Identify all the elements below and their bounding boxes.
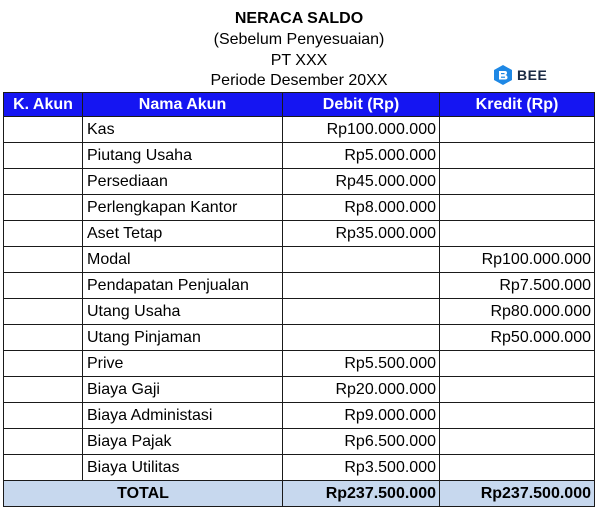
table-row [4, 247, 595, 273]
account-code-cell [4, 351, 83, 377]
debit-cell: Rp20.000.000 [283, 377, 440, 403]
account-name-cell: Pendapatan Penjualan [83, 273, 283, 299]
table-row [4, 455, 595, 481]
table-row [4, 429, 595, 455]
table-row [4, 351, 595, 377]
account-name-cell: Perlengkapan Kantor [83, 195, 283, 221]
table-row [4, 195, 595, 221]
credit-cell [440, 429, 595, 455]
debit-cell: Rp100.000.000 [283, 117, 440, 143]
bee-logo [494, 65, 547, 85]
debit-cell: Rp5.000.000 [283, 143, 440, 169]
credit-cell: Rp80.000.000 [440, 299, 595, 325]
credit-cell [440, 143, 595, 169]
total-label: TOTAL [4, 481, 283, 507]
credit-cell: Rp100.000.000 [440, 247, 595, 273]
table-row [4, 273, 595, 299]
table-header-row [4, 93, 595, 117]
logo-text: BEE [517, 67, 548, 83]
credit-cell: Rp7.500.000 [440, 273, 595, 299]
credit-cell [440, 117, 595, 143]
table-row [4, 299, 595, 325]
credit-cell [440, 169, 595, 195]
account-name-cell: Biaya Utilitas [83, 455, 283, 481]
debit-cell [283, 299, 440, 325]
debit-cell: Rp35.000.000 [283, 221, 440, 247]
account-code-cell [4, 221, 83, 247]
debit-cell: Rp5.500.000 [283, 351, 440, 377]
account-name-cell: Kas [83, 117, 283, 143]
account-name-cell: Utang Pinjaman [83, 325, 283, 351]
credit-cell [440, 221, 595, 247]
total-debit: Rp237.500.000 [283, 481, 440, 507]
account-name-cell: Utang Usaha [83, 299, 283, 325]
account-code-cell [4, 143, 83, 169]
account-code-cell [4, 429, 83, 455]
credit-cell [440, 455, 595, 481]
account-code-cell [4, 299, 83, 325]
account-code-cell [4, 169, 83, 195]
debit-cell [283, 325, 440, 351]
total-credit: Rp237.500.000 [440, 481, 595, 507]
trial-balance-table [3, 92, 595, 507]
table-row [4, 169, 595, 195]
report-period: Periode Desember 20XX [210, 72, 388, 89]
account-name-cell: Biaya Gaji [83, 377, 283, 403]
debit-cell [283, 273, 440, 299]
bee-logo-icon [494, 65, 512, 85]
report-subtitle: (Sebelum Penyesuaian) [213, 31, 385, 48]
column-header-debit: Debit (Rp) [283, 93, 440, 117]
credit-cell [440, 195, 595, 221]
account-code-cell [4, 117, 83, 143]
debit-cell: Rp3.500.000 [283, 455, 440, 481]
account-code-cell [4, 273, 83, 299]
company-name: PT XXX [270, 52, 328, 69]
account-code-cell [4, 195, 83, 221]
debit-cell [283, 247, 440, 273]
table-row [4, 117, 595, 143]
table-row [4, 325, 595, 351]
table-row [4, 221, 595, 247]
account-code-cell [4, 403, 83, 429]
account-name-cell: Biaya Administasi [83, 403, 283, 429]
table-row [4, 143, 595, 169]
column-header-credit: Kredit (Rp) [440, 93, 595, 117]
debit-cell: Rp45.000.000 [283, 169, 440, 195]
account-name-cell: Persediaan [83, 169, 283, 195]
credit-cell: Rp50.000.000 [440, 325, 595, 351]
credit-cell [440, 351, 595, 377]
account-code-cell [4, 377, 83, 403]
account-code-cell [4, 325, 83, 351]
credit-cell [440, 377, 595, 403]
account-code-cell [4, 455, 83, 481]
account-code-cell [4, 247, 83, 273]
account-name-cell: Biaya Pajak [83, 429, 283, 455]
report-title: NERACA SALDO [234, 10, 364, 27]
total-row [4, 481, 595, 507]
debit-cell: Rp9.000.000 [283, 403, 440, 429]
column-header-account-code: K. Akun [4, 93, 83, 117]
account-name-cell: Modal [83, 247, 283, 273]
account-name-cell: Prive [83, 351, 283, 377]
debit-cell: Rp6.500.000 [283, 429, 440, 455]
column-header-account-name: Nama Akun [83, 93, 283, 117]
account-name-cell: Piutang Usaha [83, 143, 283, 169]
table-row [4, 377, 595, 403]
credit-cell [440, 403, 595, 429]
account-name-cell: Aset Tetap [83, 221, 283, 247]
debit-cell: Rp8.000.000 [283, 195, 440, 221]
table-row [4, 403, 595, 429]
